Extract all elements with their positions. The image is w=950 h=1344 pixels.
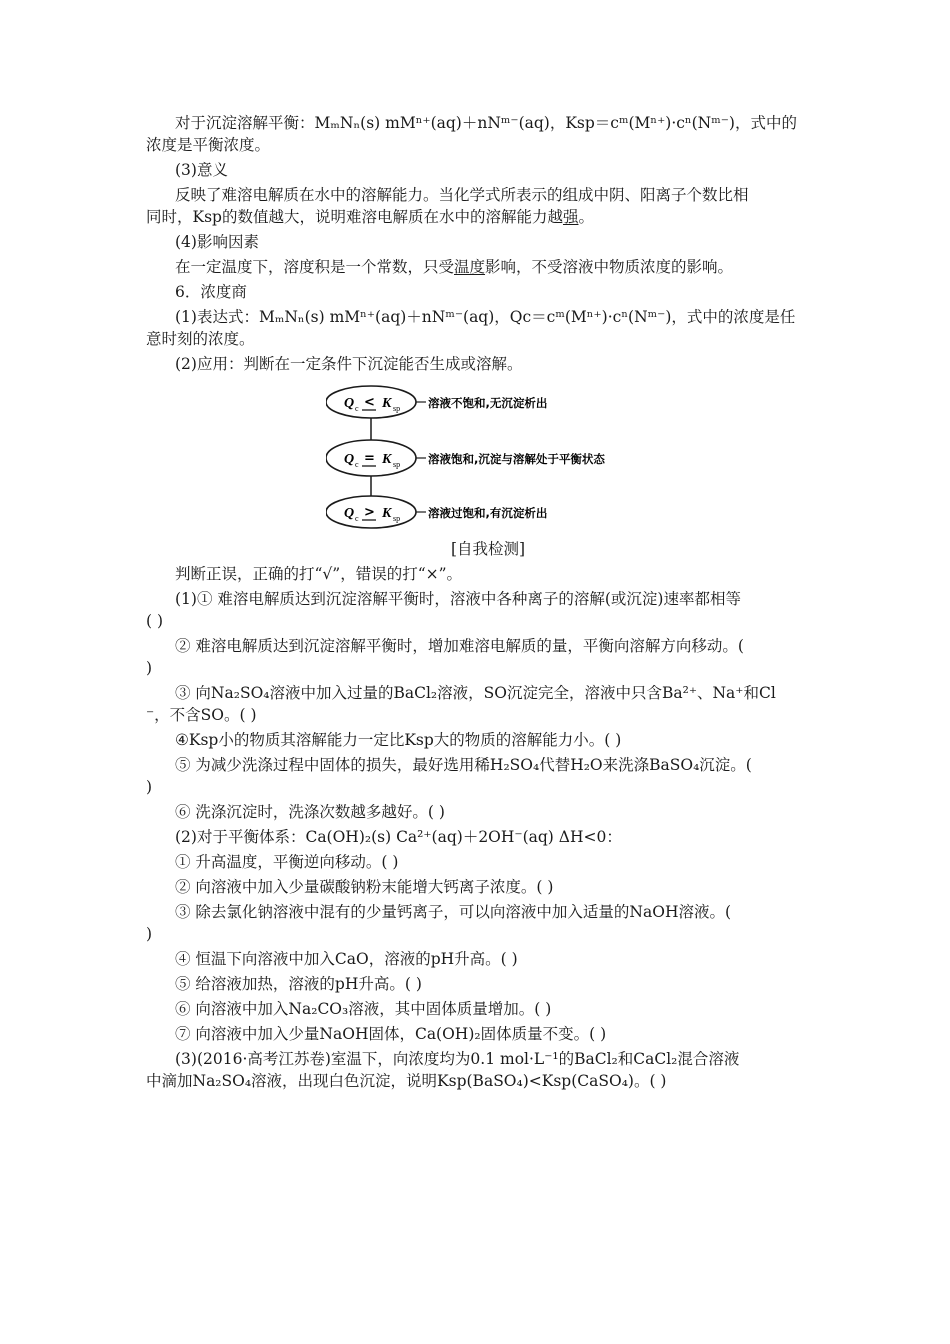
- text-span: 。: [578, 208, 594, 226]
- answer-blank: ): [146, 925, 153, 943]
- text-line: 反映了难溶电解质在水中的溶解能力。当化学式所表示的组成中阴、阳离子个数比相: [175, 186, 749, 204]
- answer-blank: ): [146, 778, 153, 796]
- text-line: [146, 206, 810, 228]
- question-line: ③ 向Na₂SO₄溶液中加入过量的BaCl₂溶液，SO沉淀完全，溶液中只含Ba²⁺、Na⁺和Cl: [175, 684, 776, 702]
- qc-symbol: Q: [344, 396, 355, 411]
- question-line: (2)对于平衡体系：Ca(OH)₂(s) Ca²⁺(aq)＋2OH⁻(aq) ΔH<0：: [175, 828, 622, 846]
- text-line: 浓度是平衡浓度。: [146, 136, 271, 154]
- diagram-svg: [326, 380, 666, 538]
- ksp-symbol: K: [382, 452, 392, 467]
- instruction-line: 判断正误，正确的打“√”，错误的打“×”。: [175, 565, 463, 583]
- text-span: 影响，不受溶液中物质浓度的影响。: [485, 258, 734, 276]
- question-line: (1)① 难溶电解质达到沉淀溶解平衡时，溶液中各种离子的溶解(或沉淀)速率都相等: [175, 590, 741, 608]
- question-line: ⑤ 为减少洗涤过程中固体的损失，最好选用稀H₂SO₄代替H₂O来洗涤BaSO₄沉淀。(: [175, 756, 752, 774]
- text-line: (1)表达式：MₘNₙ(s) mMⁿ⁺(aq)＋nNᵐ⁻(aq)，Qc＝cᵐ(Mⁿ⁺)·cⁿ(Nᵐ⁻)，式中的浓度是任: [175, 308, 796, 326]
- relation-operator: =: [364, 451, 375, 466]
- qc-ksp-diagram: [146, 380, 810, 538]
- self-check-caption: [自我检测]: [450, 540, 526, 558]
- diagram-label: 溶液不饱和,无沉淀析出: [428, 396, 548, 410]
- text-line: (2)应用：判断在一定条件下沉淀能否生成或溶解。: [175, 355, 523, 373]
- diagram-label: 溶液饱和,沉淀与溶解处于平衡状态: [428, 452, 605, 466]
- section-heading: (4)影响因素: [175, 233, 259, 251]
- question-line: ⑥ 洗涤沉淀时，洗涤次数越多越好。( ): [175, 803, 445, 821]
- diagram-label: 溶液过饱和,有沉淀析出: [428, 506, 548, 520]
- qc-subscript: c: [355, 460, 359, 469]
- question-line: ⑥ 向溶液中加入Na₂CO₃溶液，其中固体质量增加。( ): [175, 1000, 552, 1018]
- question-line: ③ 除去氯化钠溶液中混有的少量钙离子，可以向溶液中加入适量的NaOH溶液。(: [175, 903, 732, 921]
- ksp-subscript: sp: [393, 514, 401, 523]
- text-line: 对于沉淀溶解平衡：MₘNₙ(s) mMⁿ⁺(aq)＋nNᵐ⁻(aq)，Ksp＝cᵐ(Mⁿ⁺)·cⁿ(Nᵐ⁻)，式中的: [175, 114, 797, 132]
- ksp-subscript: sp: [393, 404, 401, 413]
- question-line: ④ 恒温下向溶液中加入CaO，溶液的pH升高。( ): [175, 950, 518, 968]
- question-line: ⑤ 给溶液加热，溶液的pH升高。( ): [175, 975, 422, 993]
- qc-symbol: Q: [344, 452, 355, 467]
- diagram-row-greater: [326, 496, 547, 528]
- qc-symbol: Q: [344, 506, 355, 521]
- ksp-symbol: K: [382, 396, 392, 411]
- qc-subscript: c: [355, 404, 359, 413]
- text-line: [146, 256, 810, 278]
- question-line: ① 升高温度，平衡逆向移动。( ): [175, 853, 399, 871]
- underlined-answer: 强: [562, 208, 579, 226]
- text-span: 同时，Ksp的数值越大，说明难溶电解质在水中的溶解能力越: [146, 208, 563, 226]
- relation-operator: >: [364, 505, 375, 520]
- relation-operator: <: [364, 395, 375, 410]
- question-line: ② 难溶电解质达到沉淀溶解平衡时，增加难溶电解质的量，平衡向溶解方向移动。(: [175, 637, 744, 655]
- diagram-row-equal: [326, 440, 605, 476]
- section-heading: 6．浓度商: [175, 283, 247, 301]
- underlined-answer: 温度: [454, 258, 486, 276]
- question-line: ⑦ 向溶液中加入少量NaOH固体，Ca(OH)₂固体质量不变。( ): [175, 1025, 607, 1043]
- text-line: 意时刻的浓度。: [146, 330, 255, 348]
- ksp-symbol: K: [382, 506, 392, 521]
- diagram-row-less: [326, 386, 547, 418]
- section-heading: (3)意义: [175, 161, 228, 179]
- question-line: ④Ksp小的物质其溶解能力一定比Ksp大的物质的溶解能力小。( ): [175, 731, 622, 749]
- question-line: ⁻，不含SO。( ): [146, 706, 257, 724]
- question-line: ② 向溶液中加入少量碳酸钠粉末能增大钙离子浓度。( ): [175, 878, 554, 896]
- question-line: (3)(2016·高考江苏卷)室温下，向浓度均为0.1 mol·L⁻¹的BaCl₂和CaCl₂混合溶液: [175, 1050, 740, 1068]
- qc-subscript: c: [355, 514, 359, 523]
- ksp-subscript: sp: [393, 460, 401, 469]
- answer-blank: ): [146, 659, 153, 677]
- text-span: 在一定温度下，溶度积是一个常数，只受: [175, 258, 455, 276]
- answer-blank: ( ): [146, 612, 164, 630]
- question-line: 中滴加Na₂SO₄溶液，出现白色沉淀，说明Ksp(BaSO₄)<Ksp(CaSO₄)。( ): [146, 1072, 667, 1090]
- document-page: [146, 112, 810, 1092]
